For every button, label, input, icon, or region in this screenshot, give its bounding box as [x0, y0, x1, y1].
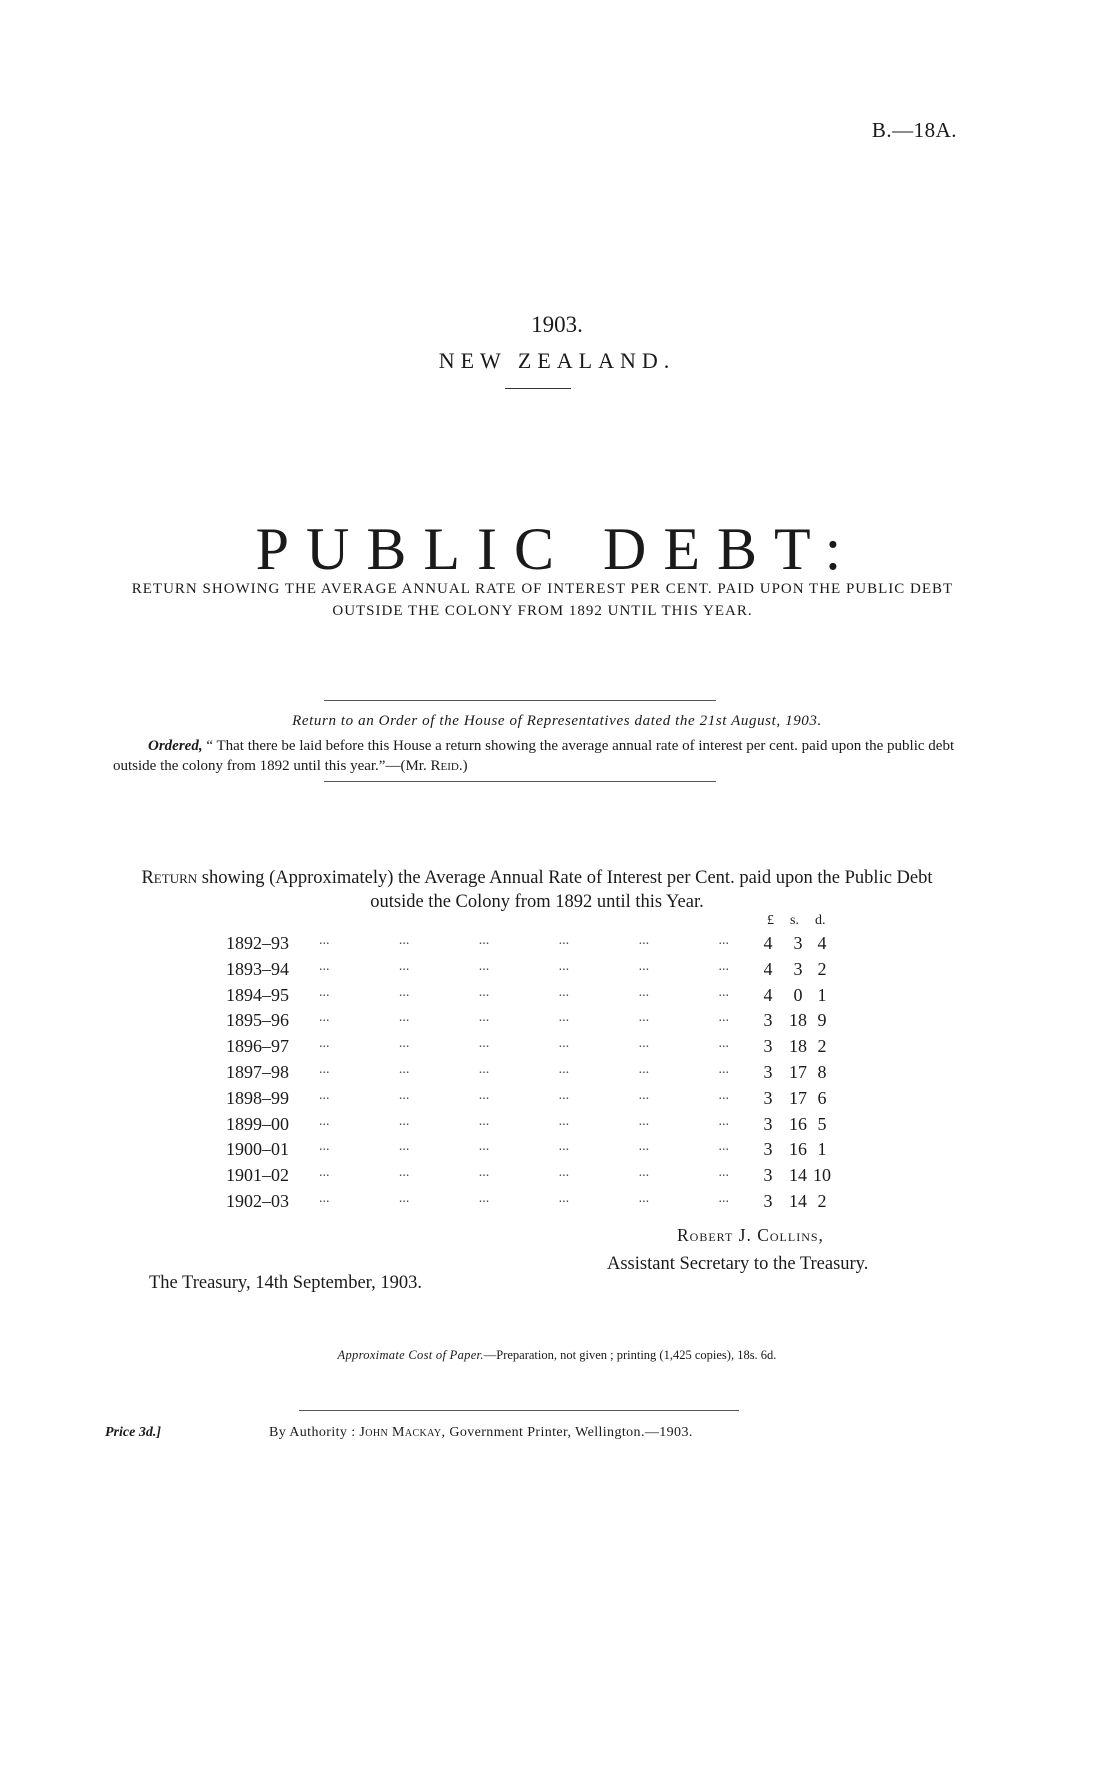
leader-dot: ... [398, 1036, 410, 1052]
printer-authority [269, 1425, 693, 1441]
leader-dot: ... [638, 1191, 650, 1206]
leader-dot: ... [638, 933, 650, 948]
cost-label: Approximate Cost of Paper. [337, 1348, 484, 1362]
leader-dot: ... [638, 1010, 650, 1026]
row-pence: 1 [817, 1139, 827, 1160]
table-row [226, 1165, 846, 1191]
row-shillings: 14 [789, 1191, 807, 1211]
row-pence: 2 [817, 1191, 827, 1211]
row-pence: 2 [817, 958, 827, 979]
leader-dot: ... [319, 1036, 330, 1052]
leader-dot: ... [558, 1165, 570, 1181]
leader-dot: ... [478, 984, 490, 1000]
row-shillings: 0 [793, 984, 803, 1005]
row-pounds: 4 [763, 933, 773, 953]
leader-dot: ... [478, 1036, 490, 1052]
shillings-unit: s. [790, 913, 799, 928]
document-year: 1903. [531, 312, 583, 337]
leader-dot: ... [638, 1113, 650, 1129]
row-pence: 9 [817, 1010, 827, 1031]
row-leader-dots [319, 985, 729, 1005]
table-row [226, 985, 846, 1011]
row-year: 1896–97 [226, 1036, 289, 1057]
leader-dot: ... [638, 984, 650, 1000]
leader-dot: ... [558, 1010, 570, 1026]
order-heading: Return to an Order of the House of Representatives dated the 21st August, 1903. [292, 713, 822, 729]
row-pence: 1 [817, 984, 827, 1005]
return-table-heading [113, 866, 961, 914]
leader-dot: ... [398, 933, 410, 948]
row-pence: 10 [813, 1165, 831, 1186]
row-year: 1901–02 [226, 1165, 289, 1186]
leader-dot: ... [638, 1139, 650, 1155]
cost-note [0, 1348, 1114, 1363]
row-leader-dots [319, 1010, 729, 1030]
leader-dot: ... [319, 984, 330, 1000]
leader-dot: ... [718, 1010, 729, 1026]
leader-dot: ... [718, 1191, 729, 1206]
leader-dot: ... [319, 1087, 330, 1103]
row-pounds: 4 [763, 984, 773, 1005]
leader-dot: ... [558, 1062, 570, 1077]
table-row [226, 959, 846, 985]
pounds-unit: £ [767, 913, 774, 928]
ordered-label: Ordered, [148, 738, 203, 754]
row-pounds: 3 [763, 1139, 773, 1160]
price: Price 3d.] [105, 1425, 161, 1440]
row-pounds: 3 [763, 1191, 773, 1211]
divider [324, 781, 716, 782]
row-leader-dots [319, 1062, 729, 1082]
pence-unit: d. [815, 913, 826, 928]
row-leader-dots [319, 1165, 729, 1185]
row-pence: 2 [817, 1036, 827, 1057]
row-pence: 4 [817, 933, 827, 953]
row-pence: 5 [817, 1113, 827, 1134]
leader-dot: ... [398, 1062, 410, 1077]
row-leader-dots [319, 1114, 729, 1134]
leader-dot: ... [478, 1010, 490, 1026]
leader-dot: ... [478, 1113, 490, 1129]
row-leader-dots [319, 933, 729, 953]
table-row [226, 1088, 846, 1114]
order-closing: .) [458, 758, 468, 774]
row-pounds: 3 [763, 1036, 773, 1057]
row-pounds: 4 [763, 958, 773, 979]
row-year: 1894–95 [226, 984, 289, 1005]
leader-dot: ... [319, 1191, 330, 1206]
leader-dot: ... [558, 933, 570, 948]
signer-role: Assistant Secretary to the Treasury. [607, 1254, 869, 1274]
leader-dot: ... [319, 958, 330, 974]
ordered-text: “ That there be laid before this House a return showing the average annual rate of interest per cent. paid upon the public debt outside the colony from 1892 until this year.”—(Mr. [113, 738, 955, 774]
page-title: PUBLIC DEBT: [255, 516, 859, 582]
leader-dot: ... [638, 958, 650, 974]
row-year: 1892–93 [226, 933, 289, 953]
row-pence: 6 [817, 1087, 827, 1108]
leader-dot: ... [478, 1139, 490, 1155]
leader-dot: ... [718, 933, 729, 948]
leader-dot: ... [638, 1062, 650, 1077]
leader-dot: ... [398, 1191, 410, 1206]
leader-dot: ... [478, 1087, 490, 1103]
divider [505, 388, 571, 389]
document-reference: B.—18A. [871, 118, 957, 142]
row-year: 1897–98 [226, 1062, 289, 1082]
leader-dot: ... [558, 1113, 570, 1129]
leader-dot: ... [558, 1139, 570, 1155]
row-pounds: 3 [763, 1113, 773, 1134]
leader-dot: ... [638, 1087, 650, 1103]
table-row [226, 1114, 846, 1140]
row-shillings: 17 [789, 1062, 807, 1082]
leader-dot: ... [478, 1191, 490, 1206]
row-shillings: 3 [793, 958, 803, 979]
row-shillings: 16 [789, 1113, 807, 1134]
row-shillings: 17 [789, 1087, 807, 1108]
row-shillings: 3 [793, 933, 803, 953]
row-leader-dots [319, 1088, 729, 1108]
table-row [226, 933, 846, 959]
divider [299, 1410, 739, 1411]
row-pounds: 3 [763, 1010, 773, 1031]
table-row [226, 1010, 846, 1036]
signer-name: Robert J. Collins, [677, 1225, 824, 1245]
leader-dot: ... [718, 984, 729, 1000]
row-shillings: 16 [789, 1139, 807, 1160]
table-row [226, 1062, 846, 1088]
leader-dot: ... [718, 1165, 729, 1181]
authority-prefix: By Authority : [269, 1425, 356, 1440]
leader-dot: ... [398, 1165, 410, 1181]
row-shillings: 14 [789, 1165, 807, 1186]
leader-dot: ... [638, 1165, 650, 1181]
leader-dot: ... [319, 1139, 330, 1155]
leader-dot: ... [558, 1087, 570, 1103]
row-year: 1898–99 [226, 1087, 289, 1108]
leader-dot: ... [478, 958, 490, 974]
table-row [226, 1139, 846, 1165]
return-heading-text: showing (Approximately) the Average Annual Rate of Interest per Cent. paid upon the Public Debt outside the Colony from 1892 until this Year. [201, 868, 933, 912]
leader-dot: ... [478, 1165, 490, 1181]
mover-name: Reid [430, 758, 459, 774]
leader-dot: ... [398, 958, 410, 974]
leader-dot: ... [319, 933, 330, 948]
leader-dot: ... [319, 1113, 330, 1129]
leader-dot: ... [718, 1139, 729, 1155]
row-pounds: 3 [763, 1165, 773, 1186]
leader-dot: ... [319, 1062, 330, 1077]
row-leader-dots [319, 1036, 729, 1056]
row-pence: 8 [817, 1062, 827, 1082]
leader-dot: ... [398, 1010, 410, 1026]
leader-dot: ... [478, 933, 490, 948]
leader-dot: ... [718, 958, 729, 974]
leader-dot: ... [558, 1036, 570, 1052]
row-shillings: 18 [789, 1036, 807, 1057]
leader-dot: ... [319, 1010, 330, 1026]
row-year: 1902–03 [226, 1191, 289, 1211]
cost-text: —Preparation, not given ; printing (1,425 copies), 18s. 6d. [483, 1348, 777, 1362]
leader-dot: ... [398, 984, 410, 1000]
leader-dot: ... [558, 1191, 570, 1206]
table-row [226, 1036, 846, 1062]
row-year: 1899–00 [226, 1113, 289, 1134]
table-row [226, 1191, 846, 1217]
printer-name: John Mackay [359, 1425, 442, 1440]
row-year: 1900–01 [226, 1139, 289, 1160]
place-date: The Treasury, 14th September, 1903. [149, 1273, 422, 1293]
leader-dot: ... [478, 1062, 490, 1077]
row-leader-dots [319, 1191, 729, 1211]
page-subtitle: RETURN SHOWING THE AVERAGE ANNUAL RATE OF INTEREST PER CENT. PAID UPON THE PUBLIC DEBT OUTSIDE THE COLONY FROM 1892 UNTIL THIS YEAR. [131, 581, 954, 619]
country-heading: NEW ZEALAND. [438, 348, 676, 373]
row-leader-dots [319, 959, 729, 979]
leader-dot: ... [718, 1113, 729, 1129]
leader-dot: ... [638, 1036, 650, 1052]
row-leader-dots [319, 1139, 729, 1159]
row-pounds: 3 [763, 1062, 773, 1082]
leader-dot: ... [718, 1062, 729, 1077]
row-shillings: 18 [789, 1010, 807, 1031]
row-year: 1893–94 [226, 958, 289, 979]
leader-dot: ... [398, 1139, 410, 1155]
leader-dot: ... [718, 1036, 729, 1052]
leader-dot: ... [398, 1113, 410, 1129]
order-text [113, 736, 961, 776]
leader-dot: ... [398, 1087, 410, 1103]
leader-dot: ... [718, 1087, 729, 1103]
row-pounds: 3 [763, 1087, 773, 1108]
leader-dot: ... [558, 984, 570, 1000]
authority-rest: , Government Printer, Wellington.—1903. [441, 1425, 693, 1440]
leader-dot: ... [558, 958, 570, 974]
row-year: 1895–96 [226, 1010, 289, 1031]
divider [324, 700, 716, 701]
leader-dot: ... [319, 1165, 330, 1181]
return-lead-word: Return [141, 868, 198, 888]
